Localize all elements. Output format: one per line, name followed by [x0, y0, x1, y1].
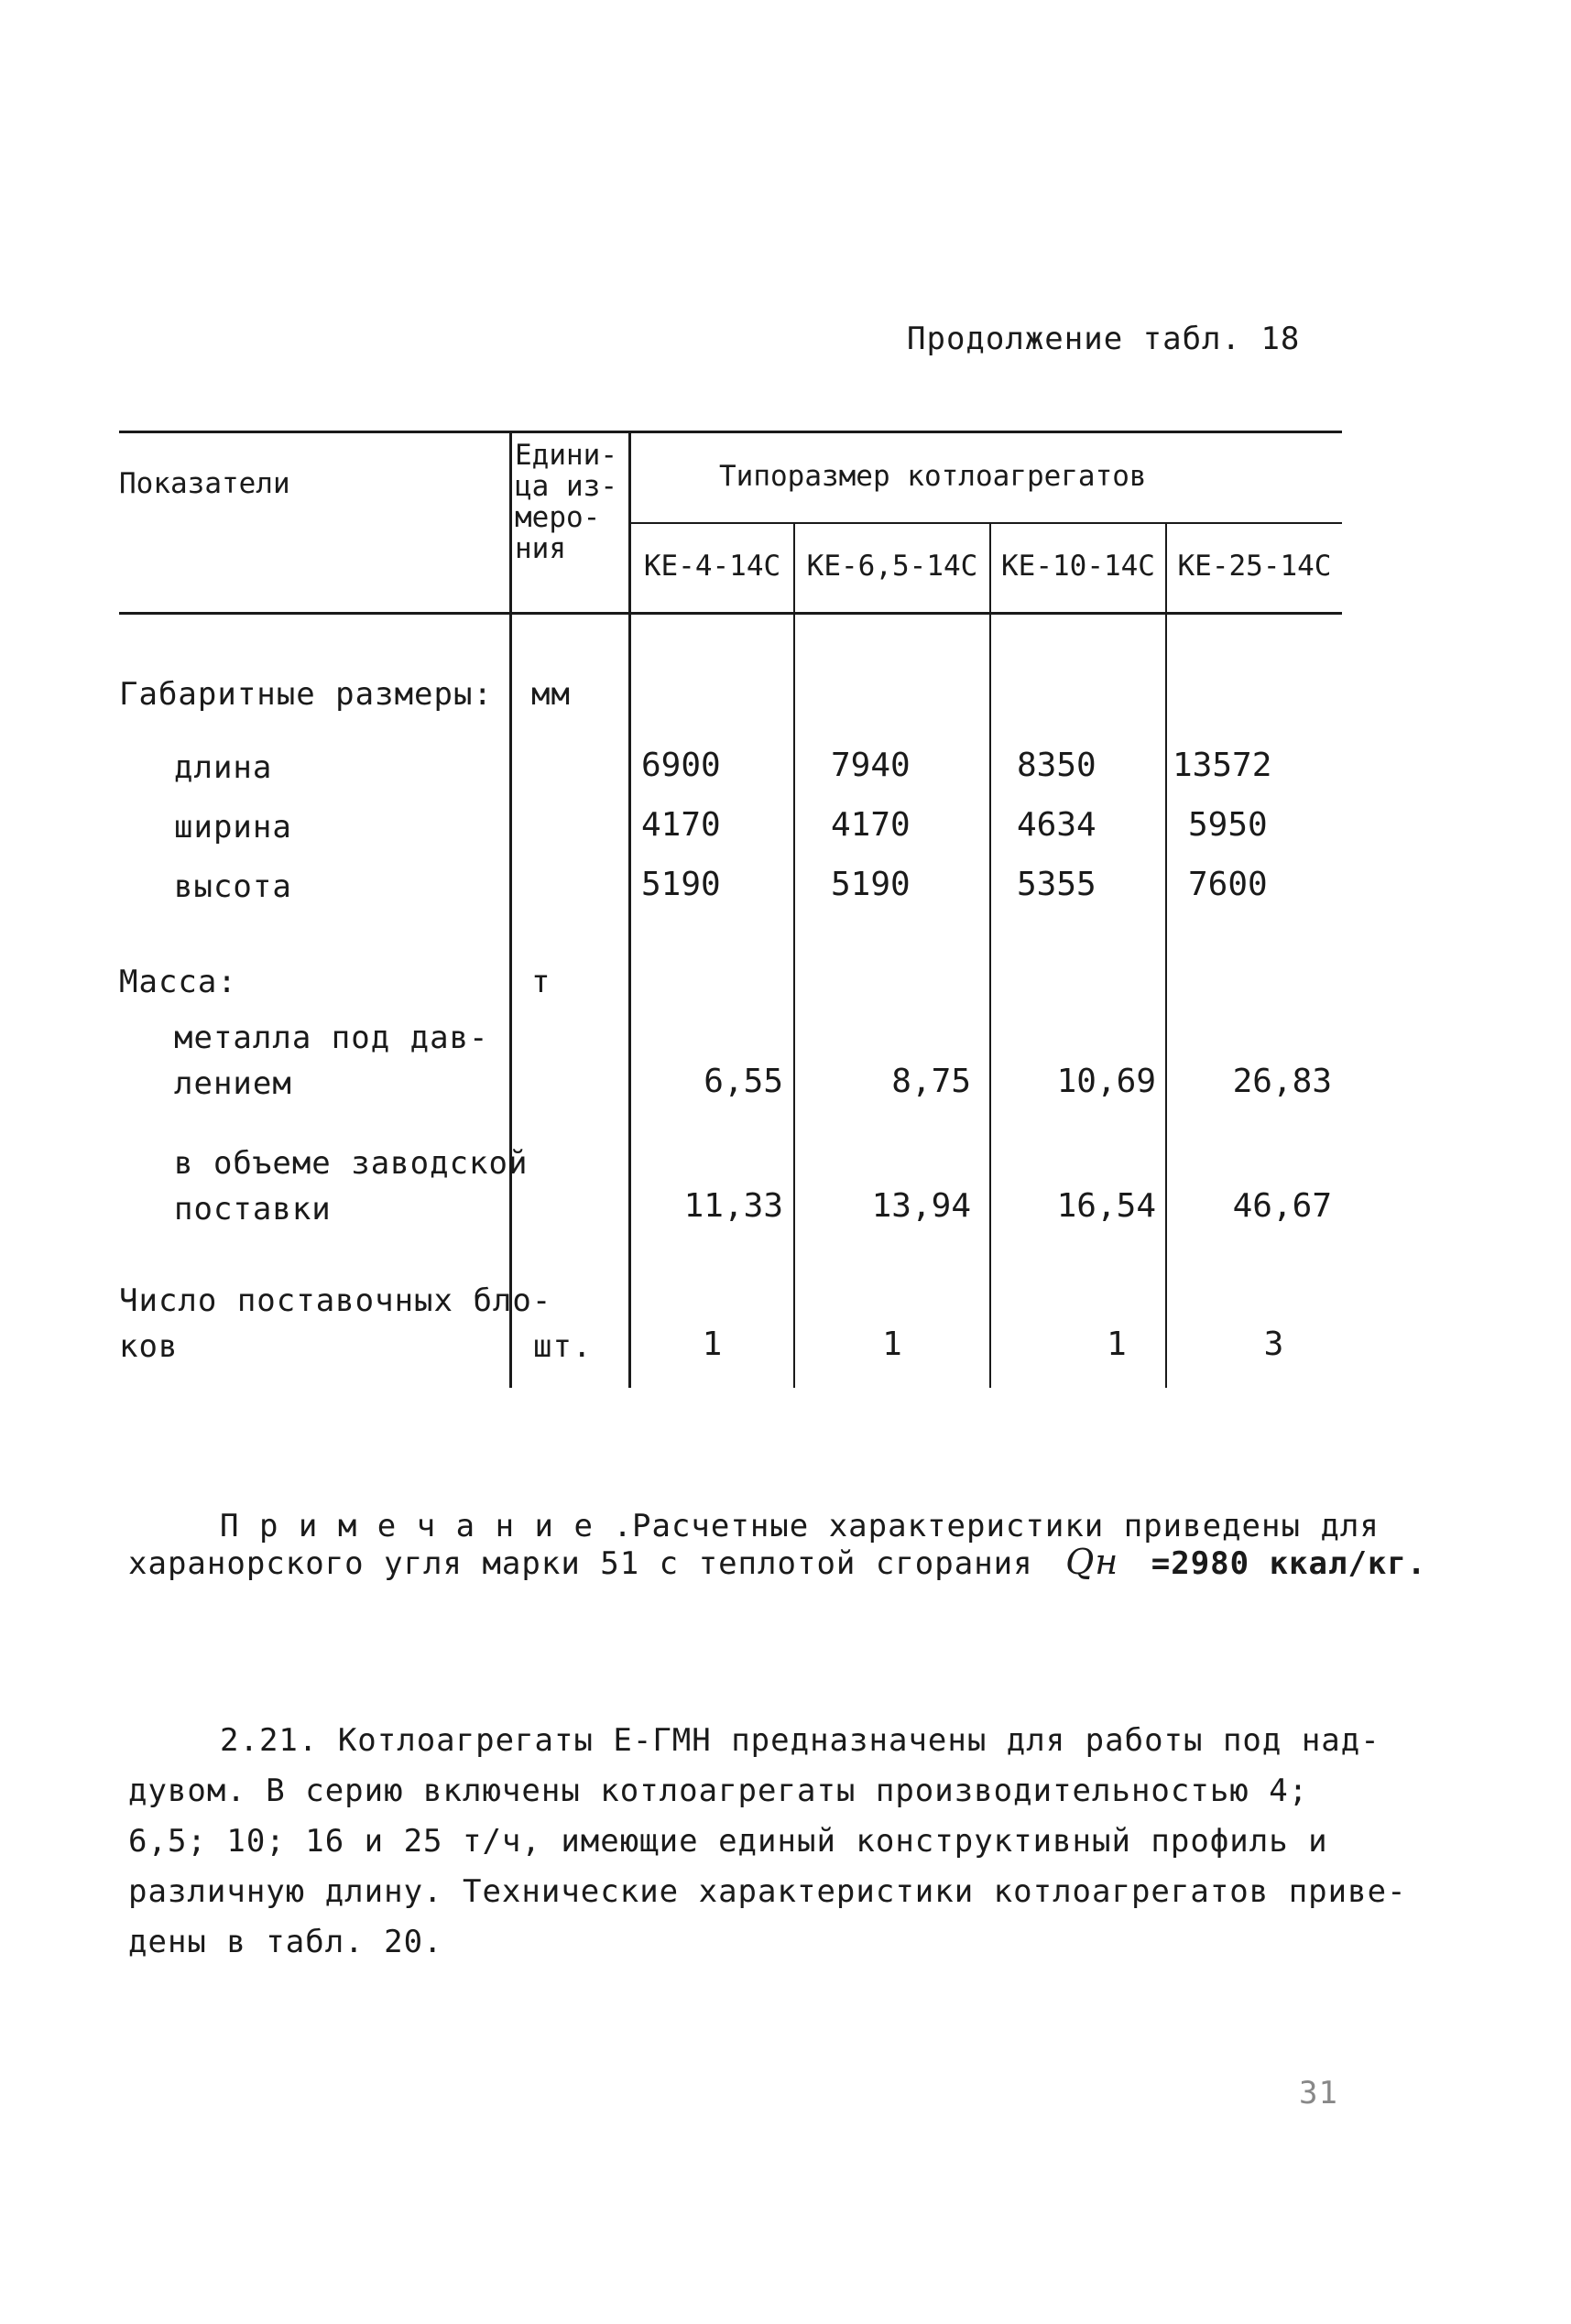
column-divider-model-3 — [989, 524, 991, 1388]
row-metal-label-2: лением — [174, 1065, 292, 1102]
header-unit: Едини- ца из- мерo- ния — [515, 439, 617, 565]
metal-mass-ke-4: 6,55 — [704, 1063, 783, 1100]
paragraph-line-3: 6,5; 10; 16 и 25 т/ч, имеющие единый конструктивный профиль и — [128, 1823, 1328, 1860]
table-top-rule — [119, 431, 1342, 433]
length-ke-10: 8350 — [1017, 747, 1096, 784]
model-ke-25: КЕ-25-14С — [1177, 550, 1332, 583]
length-ke-6-5: 7940 — [831, 747, 911, 784]
row-blocks-label-2: ков — [119, 1328, 179, 1365]
paragraph-line-1: 2.21. Котлоагрегаты Е-ГМН предназначены для работы под над- — [220, 1722, 1380, 1759]
metal-mass-ke-10: 10,69 — [1056, 1063, 1156, 1100]
paragraph-line-4: различную длину. Технические характеристики котлоагрегатов приве- — [128, 1873, 1407, 1910]
row-length-label: длина — [174, 749, 273, 786]
header-type-size: Типоразмер котлоагрегатов — [719, 460, 1147, 493]
column-divider-model-4 — [1165, 524, 1167, 1388]
blocks-ke-10: 1 — [1107, 1326, 1127, 1363]
height-ke-4: 5190 — [641, 866, 721, 903]
model-ke-10: КЕ-10-14С — [1001, 550, 1155, 583]
dimensions-label: Габаритные размеры: — [119, 676, 493, 713]
row-blocks-label-1: Число поставочных бло- — [119, 1282, 552, 1319]
row-delivery-label-2: поставки — [174, 1191, 332, 1227]
metal-mass-ke-25: 26,83 — [1232, 1063, 1332, 1100]
mass-unit: т — [531, 964, 551, 1000]
delivery-mass-ke-25: 46,67 — [1232, 1187, 1332, 1225]
blocks-ke-25: 3 — [1263, 1326, 1284, 1363]
width-ke-6-5: 4170 — [831, 806, 911, 844]
note-line-2: харанорского угля марки 51 с теплотой сгорания Qн =2980 ккал/кг. — [128, 1542, 1427, 1582]
model-ke-6-5: КЕ-6,5-14С — [806, 550, 978, 583]
paragraph-line-5: дены в табл. 20. — [128, 1924, 443, 1960]
length-ke-25: 13572 — [1173, 747, 1272, 784]
delivery-mass-ke-4: 11,33 — [683, 1187, 783, 1225]
header-indicators: Показатели — [119, 467, 290, 500]
width-ke-25: 5950 — [1188, 806, 1268, 844]
table-caption: Продолжение табл. 18 — [907, 321, 1301, 357]
height-ke-6-5: 5190 — [831, 866, 911, 903]
header-inner-rule — [628, 522, 1342, 524]
note-line-1: Расчетные характеристики приведены для — [632, 1508, 1380, 1544]
column-divider-model-2 — [793, 524, 795, 1388]
heat-value-symbol: Qн — [1065, 1542, 1119, 1582]
page-number: 31 — [1299, 2075, 1338, 2111]
height-ke-10: 5355 — [1017, 866, 1096, 903]
width-ke-4: 4170 — [641, 806, 721, 844]
row-metal-label-1: металла под дав- — [174, 1020, 489, 1056]
width-ke-10: 4634 — [1017, 806, 1096, 844]
note-title: П р и м е ч а н и е . — [220, 1508, 633, 1544]
metal-mass-ke-6-5: 8,75 — [891, 1063, 971, 1100]
blocks-ke-6-5: 1 — [882, 1326, 902, 1363]
model-ke-4: КЕ-4-14С — [643, 550, 781, 583]
delivery-mass-ke-10: 16,54 — [1056, 1187, 1156, 1225]
delivery-mass-ke-6-5: 13,94 — [871, 1187, 971, 1225]
blocks-unit: шт. — [533, 1328, 593, 1365]
length-ke-4: 6900 — [641, 747, 721, 784]
dimensions-unit: мм — [531, 676, 571, 713]
column-divider-unit — [509, 431, 512, 1388]
row-height-label: высота — [174, 868, 292, 905]
height-ke-25: 7600 — [1188, 866, 1268, 903]
paragraph-line-2: дувом. В серию включены котлоагрегаты производительностью 4; — [128, 1773, 1309, 1809]
row-width-label: ширина — [174, 809, 292, 846]
row-delivery-label-1: в объеме заводской — [174, 1145, 529, 1182]
header-bottom-rule — [119, 612, 1342, 615]
mass-label: Масса: — [119, 964, 237, 1000]
blocks-ke-4: 1 — [702, 1326, 723, 1363]
